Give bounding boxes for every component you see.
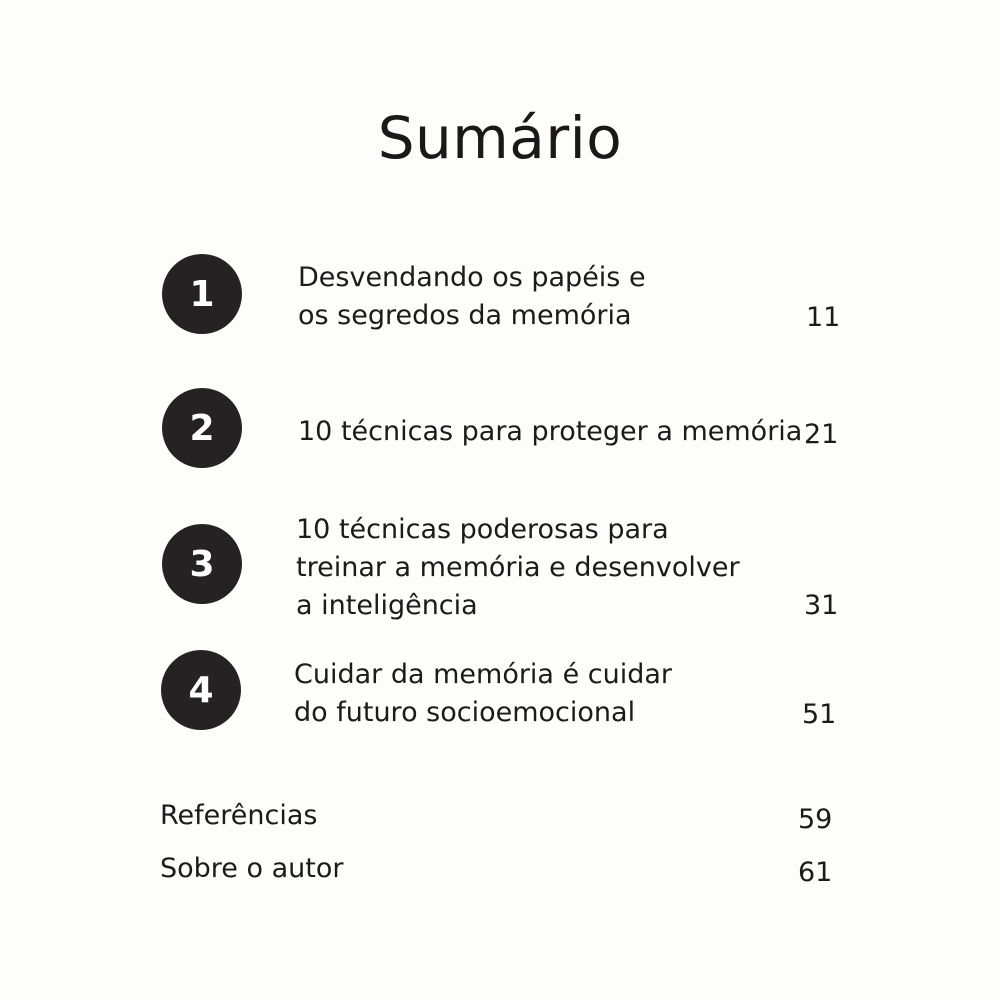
toc-entry-about-author[interactable] xyxy=(160,853,343,884)
chapter-number-badge: 4 xyxy=(161,650,241,730)
chapter-number-badge: 2 xyxy=(162,388,242,468)
about-author-page-number: 61 xyxy=(798,857,833,888)
chapter-title-line: treinar a memória e desenvolver xyxy=(296,552,740,583)
toc-entry-references[interactable] xyxy=(160,800,317,831)
chapter-page-number: 51 xyxy=(802,699,837,730)
chapter-page-number: 21 xyxy=(804,419,839,450)
chapter-title-line: os segredos da memória xyxy=(298,300,632,331)
chapter-number-badge: 3 xyxy=(162,524,242,604)
entry-label: Sobre o autor xyxy=(160,853,344,884)
chapter-title xyxy=(298,259,646,335)
chapter-page-number: 11 xyxy=(806,302,841,333)
chapter-title-line: 10 técnicas para proteger a memória xyxy=(298,416,803,447)
chapter-title-line: Cuidar da memória é cuidar xyxy=(294,659,672,690)
references-page-number: 59 xyxy=(798,804,833,835)
chapter-number-badge: 1 xyxy=(162,254,242,334)
chapter-page-number: 31 xyxy=(804,590,839,621)
chapter-title-line: Desvendando os papéis e xyxy=(298,262,646,293)
chapter-title xyxy=(296,511,740,625)
chapter-title-line: do futuro socioemocional xyxy=(294,697,636,728)
chapter-title xyxy=(294,656,672,732)
chapter-title-line: 10 técnicas poderosas para xyxy=(296,514,669,545)
chapter-title-line: a inteligência xyxy=(296,590,478,621)
page-title: Sumário xyxy=(377,104,623,172)
entry-label: Referências xyxy=(160,800,318,831)
chapter-title xyxy=(298,413,802,451)
